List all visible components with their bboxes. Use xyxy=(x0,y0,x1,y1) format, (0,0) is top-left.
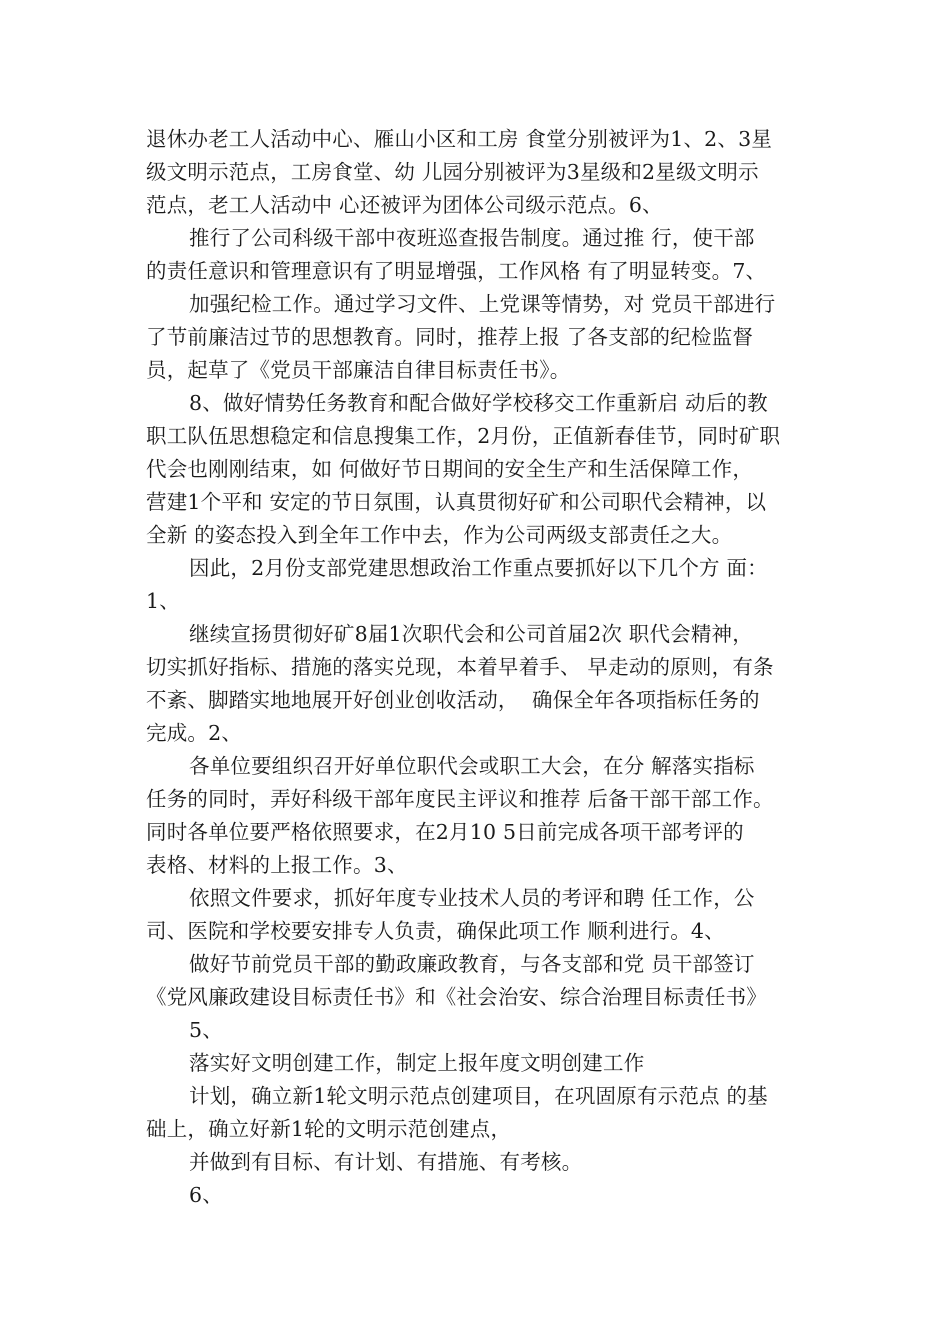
text-line: 了节前廉洁过节的思想教育。同时，推荐上报 了各支部的纪检监督 xyxy=(146,325,754,349)
text-line: 落实好文明创建工作，制定上报年度文明创建工作 xyxy=(189,1051,645,1075)
text-line: 员，起草了《党员干部廉洁自律目标责任书》。 xyxy=(146,358,571,382)
text-line: 全新 的姿态投入到全年工作中去，作为公司两级支部责任之大。 xyxy=(146,523,733,547)
text-line: 做好节前党员干部的勤政廉政教育，与各支部和党 员干部签订 xyxy=(189,952,755,976)
text-line: 同时各单位要严格依照要求，在2月10 5日前完成各项干部考评的 xyxy=(146,820,744,844)
document-body xyxy=(146,123,816,1212)
text-line: 《党风廉政建设目标责任书》和《社会治安、综合治理目标责任书》 xyxy=(146,985,767,1009)
text-line: 计划，确立新1轮文明示范点创建项目，在巩固原有示范点 的基 xyxy=(189,1084,768,1108)
text-line: 加强纪检工作。通过学习文件、上党课等情势，对 党员干部进行 xyxy=(189,292,776,316)
text-line: 职工队伍思想稳定和信息搜集工作，2月份，正值新春佳节，同时矿职 xyxy=(146,424,781,448)
text-line: 代会也刚刚结束，如 何做好节日期间的安全生产和生活保障工作， xyxy=(146,457,754,481)
text-line: 不紊、脚踏实地地展开好创业创收活动， 确保全年各项指标任务的 xyxy=(146,688,760,712)
text-line: 表格、材料的上报工作。3、 xyxy=(146,853,408,877)
text-line: 推行了公司科级干部中夜班巡查报告制度。通过推 行，使干部 xyxy=(189,226,755,250)
text-line: 继续宣扬贯彻好矿8届1次职代会和公司首届2次 职代会精神， xyxy=(189,622,753,646)
text-line: 并做到有目标、有计划、有措施、有考核。 xyxy=(189,1150,583,1174)
text-line: 各单位要组织召开好单位职代会或职工大会，在分 解落实指标 xyxy=(189,754,755,778)
text-line: 依照文件要求，抓好年度专业技术人员的考评和聘 任工作，公 xyxy=(189,886,755,910)
text-line: 司、医院和学校要安排专人负责，确保此项工作 顺利进行。4、 xyxy=(146,919,725,943)
text-line: 6、 xyxy=(189,1183,223,1207)
text-line: 任务的同时，弄好科级干部年度民主评议和推荐 后备干部干部工作。 xyxy=(146,787,774,811)
text-line: 营建1个平和 安定的节日氛围，认真贯彻好矿和公司职代会精神，以 xyxy=(146,490,767,514)
text-line: 切实抓好指标、措施的落实兑现，本着早着手、 早走动的原则，有条 xyxy=(146,655,774,679)
text-line: 级文明示范点，工房食堂、幼 儿园分别被评为3星级和2星级文明示 xyxy=(146,160,759,184)
text-line: 范点，老工人活动中 心还被评为团体公司级示范点。6、 xyxy=(146,193,663,217)
text-line: 础上，确立好新1轮的文明示范创建点， xyxy=(146,1117,512,1141)
text-line: 5、 xyxy=(189,1018,223,1042)
text-line: 完成。2、 xyxy=(146,721,243,745)
text-line: 1、 xyxy=(146,589,180,613)
text-line: 因此，2月份支部党建思想政治工作重点要抓好以下几个方 面： xyxy=(189,556,768,580)
text-line: 的责任意识和管理意识有了明显增强，工作风格 有了明显转变。7、 xyxy=(146,259,767,283)
text-line: 8、做好情势任务教育和配合做好学校移交工作重新启 动后的教 xyxy=(189,391,768,415)
text-line: 退休办老工人活动中心、雁山小区和工房 食堂分别被评为1、2、3星 xyxy=(146,127,773,151)
